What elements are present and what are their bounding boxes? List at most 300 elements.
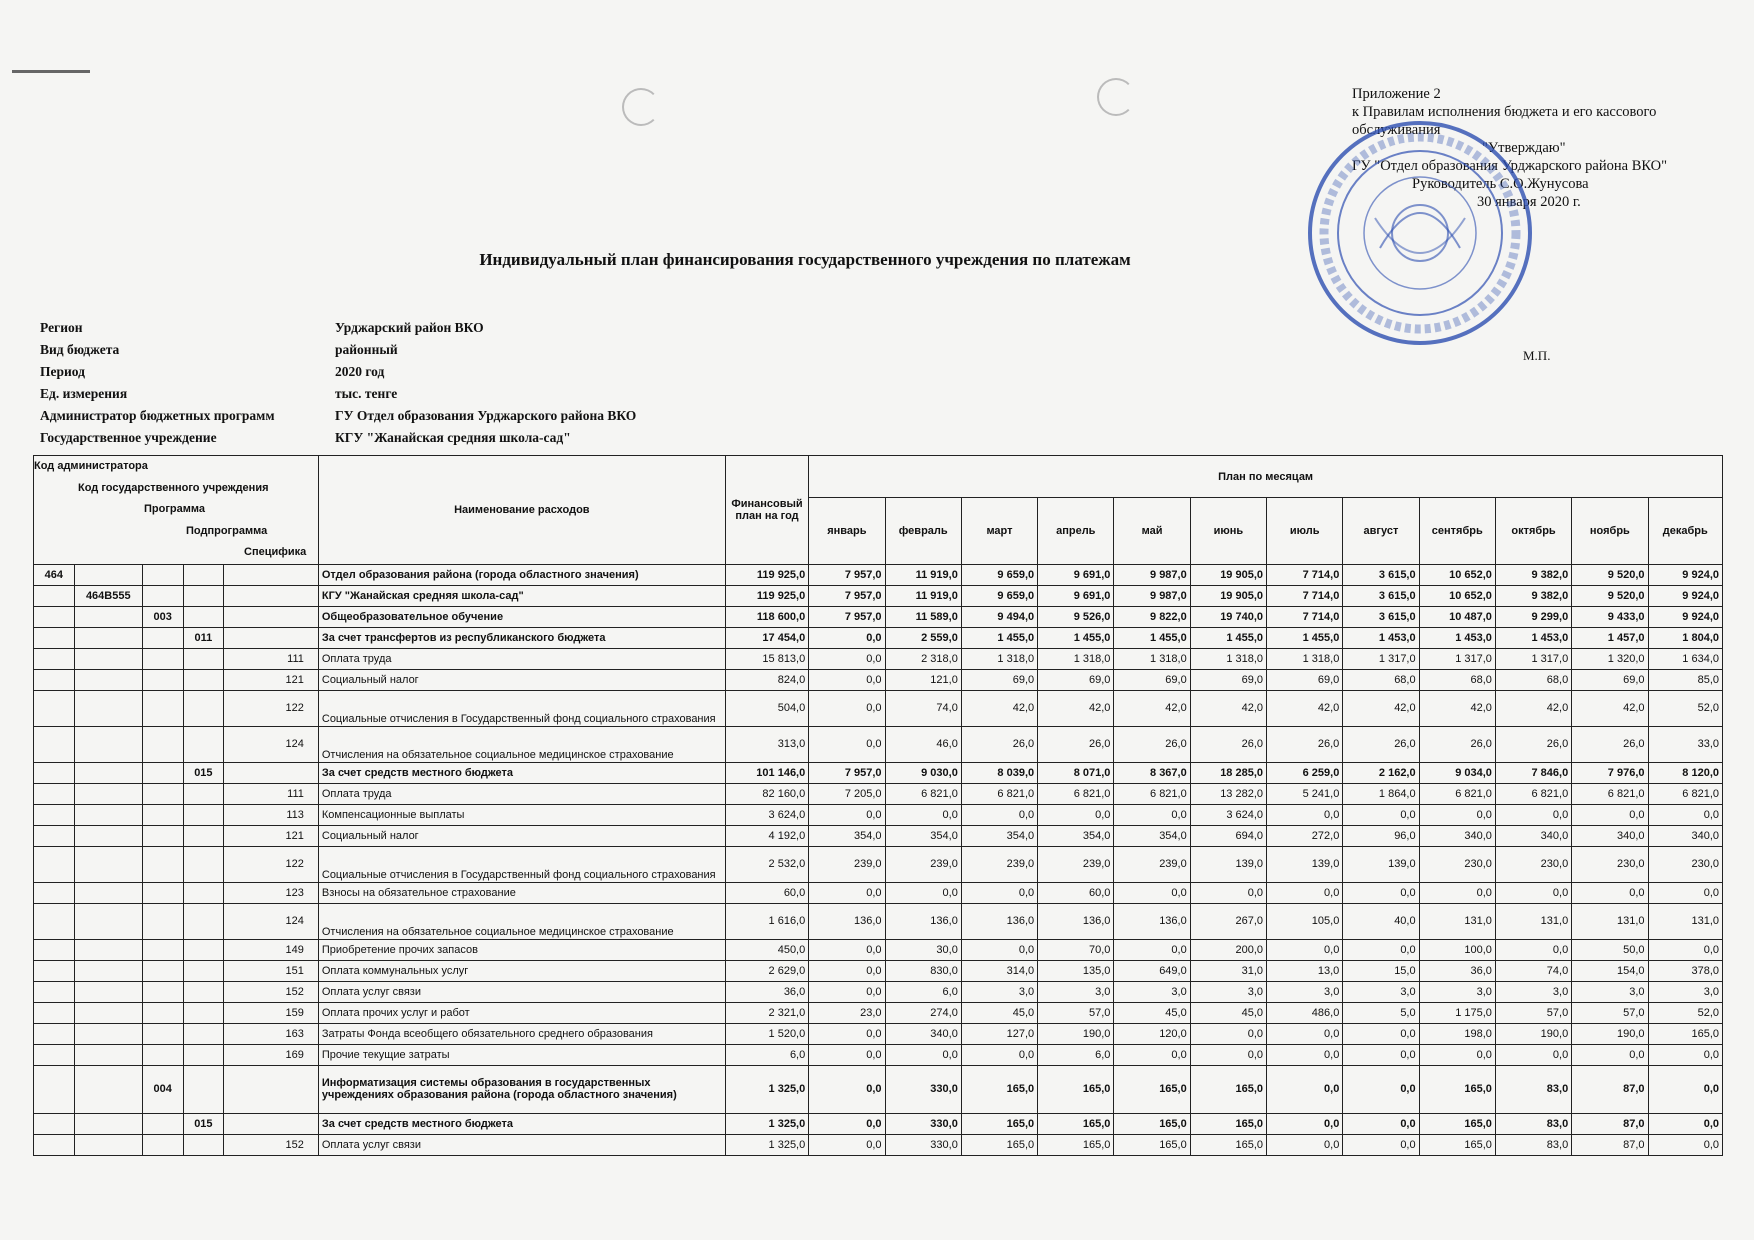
metadata-row	[40, 430, 636, 452]
annual-plan-cell: 3 624,0	[725, 804, 808, 825]
month-value-cell: 83,0	[1495, 1065, 1571, 1113]
subprogram-code-cell	[183, 606, 224, 627]
month-value-cell: 26,0	[1038, 726, 1114, 762]
admin-code-cell	[34, 783, 75, 804]
month-value-cell: 340,0	[1572, 825, 1648, 846]
program-code-cell: 003	[142, 606, 183, 627]
month-value-cell: 649,0	[1114, 960, 1190, 981]
month-value-cell: 0,0	[1114, 1044, 1190, 1065]
institution-code-cell	[74, 882, 142, 903]
month-value-cell: 1 175,0	[1419, 1002, 1495, 1023]
month-header: август	[1343, 498, 1419, 564]
month-value-cell: 105,0	[1267, 903, 1343, 939]
program-code-cell	[142, 804, 183, 825]
admin-code-cell	[34, 981, 75, 1002]
month-value-cell: 74,0	[1495, 960, 1571, 981]
specifics-code-cell	[224, 1113, 319, 1134]
institution-code-cell	[74, 960, 142, 981]
month-value-cell: 1 318,0	[1038, 648, 1114, 669]
month-value-cell: 3,0	[1419, 981, 1495, 1002]
month-header: апрель	[1038, 498, 1114, 564]
admin-code-cell	[34, 882, 75, 903]
month-value-cell: 165,0	[1038, 1113, 1114, 1134]
table-row	[34, 606, 1723, 627]
month-value-cell: 239,0	[961, 846, 1037, 882]
metadata-row	[40, 386, 636, 408]
expense-name-cell: Взносы на обязательное страхование	[318, 882, 725, 903]
specifics-code-cell	[224, 1065, 319, 1113]
month-value-cell: 0,0	[809, 882, 885, 903]
annual-plan-cell: 101 146,0	[725, 762, 808, 783]
metadata-row	[40, 408, 636, 430]
institution-code-cell	[74, 762, 142, 783]
month-value-cell: 96,0	[1343, 825, 1419, 846]
month-value-cell: 6 821,0	[1419, 783, 1495, 804]
subprogram-code-cell	[183, 846, 224, 882]
month-value-cell: 3,0	[1572, 981, 1648, 1002]
month-value-cell: 136,0	[1038, 903, 1114, 939]
month-value-cell: 354,0	[961, 825, 1037, 846]
table-row	[34, 564, 1723, 585]
institution-code-cell	[74, 726, 142, 762]
expense-name-cell: Общеобразовательное обучение	[318, 606, 725, 627]
month-value-cell: 0,0	[1267, 939, 1343, 960]
expense-name-cell: Оплата услуг связи	[318, 1134, 725, 1155]
month-value-cell: 330,0	[885, 1065, 961, 1113]
month-value-cell: 1 455,0	[961, 627, 1037, 648]
month-value-cell: 23,0	[809, 1002, 885, 1023]
month-value-cell: 7 957,0	[809, 585, 885, 606]
annual-plan-cell: 2 321,0	[725, 1002, 808, 1023]
expense-name-cell: Оплата прочих услуг и работ	[318, 1002, 725, 1023]
admin-code-cell	[34, 762, 75, 783]
month-value-cell: 267,0	[1190, 903, 1266, 939]
month-value-cell: 0,0	[961, 939, 1037, 960]
month-value-cell: 0,0	[1267, 882, 1343, 903]
month-value-cell: 2 559,0	[885, 627, 961, 648]
month-value-cell: 1 455,0	[1114, 627, 1190, 648]
month-header: март	[961, 498, 1037, 564]
appendix-rules: к Правилам исполнения бюджета и его кассового	[1352, 104, 1657, 120]
expense-name-cell: Социальные отчисления в Государственный фонд социального страхования	[318, 846, 725, 882]
institution-code-cell	[74, 669, 142, 690]
subprogram-code-cell: 015	[183, 1113, 224, 1134]
expense-name-header: Наименование расходов	[318, 456, 725, 565]
month-value-cell: 42,0	[1343, 690, 1419, 726]
month-value-cell: 154,0	[1572, 960, 1648, 981]
month-value-cell: 0,0	[1648, 882, 1723, 903]
month-header: июль	[1267, 498, 1343, 564]
month-value-cell: 0,0	[1267, 1134, 1343, 1155]
month-value-cell: 19 905,0	[1190, 564, 1266, 585]
month-value-cell: 165,0	[1114, 1065, 1190, 1113]
approver-org: ГУ "Отдел образования Урджарского района ВКО"	[1352, 158, 1668, 174]
table-row	[34, 882, 1723, 903]
month-value-cell: 26,0	[1190, 726, 1266, 762]
specifics-code-cell: 121	[224, 669, 319, 690]
month-value-cell: 42,0	[1572, 690, 1648, 726]
table-row	[34, 1065, 1723, 1113]
month-value-cell: 165,0	[1114, 1134, 1190, 1155]
annual-plan-header: Финансовый план на год	[725, 456, 808, 565]
admin-code-cell	[34, 669, 75, 690]
month-value-cell: 121,0	[885, 669, 961, 690]
month-value-cell: 0,0	[1190, 1023, 1266, 1044]
month-value-cell: 7 976,0	[1572, 762, 1648, 783]
month-value-cell: 6 821,0	[1648, 783, 1723, 804]
subprogram-code-cell	[183, 882, 224, 903]
month-value-cell: 239,0	[809, 846, 885, 882]
month-value-cell: 136,0	[809, 903, 885, 939]
month-value-cell: 1 864,0	[1343, 783, 1419, 804]
month-value-cell: 0,0	[1267, 1113, 1343, 1134]
subprogram-code-cell	[183, 783, 224, 804]
month-value-cell: 3,0	[1267, 981, 1343, 1002]
month-value-cell: 9 030,0	[885, 762, 961, 783]
month-value-cell: 8 071,0	[1038, 762, 1114, 783]
month-value-cell: 1 318,0	[961, 648, 1037, 669]
code-columns-header	[34, 456, 319, 565]
month-value-cell: 190,0	[1572, 1023, 1648, 1044]
month-value-cell: 0,0	[1419, 1044, 1495, 1065]
admin-code-cell: 464	[34, 564, 75, 585]
month-value-cell: 165,0	[1038, 1065, 1114, 1113]
month-value-cell: 340,0	[1419, 825, 1495, 846]
month-value-cell: 1 453,0	[1419, 627, 1495, 648]
institution-code-cell	[74, 783, 142, 804]
document-title: Индивидуальный план финансирования государственного учреждения по платежам	[479, 250, 1131, 269]
month-value-cell: 354,0	[885, 825, 961, 846]
program-code-cell	[142, 960, 183, 981]
month-value-cell: 3,0	[1114, 981, 1190, 1002]
metadata-label: Ед. измерения	[40, 386, 128, 401]
month-value-cell: 52,0	[1648, 1002, 1723, 1023]
month-value-cell: 3 624,0	[1190, 804, 1266, 825]
month-value-cell: 1 318,0	[1267, 648, 1343, 669]
specifics-code-cell: 163	[224, 1023, 319, 1044]
month-value-cell: 165,0	[1648, 1023, 1723, 1044]
admin-code-cell	[34, 1134, 75, 1155]
month-value-cell: 31,0	[1190, 960, 1266, 981]
table-row	[34, 939, 1723, 960]
month-value-cell: 198,0	[1419, 1023, 1495, 1044]
specifics-code-cell	[224, 585, 319, 606]
month-value-cell: 6,0	[885, 981, 961, 1002]
month-value-cell: 165,0	[1190, 1113, 1266, 1134]
financing-plan-table	[33, 455, 1723, 1156]
specifics-header: Специфика	[244, 546, 307, 558]
expense-name-cell: За счет средств местного бюджета	[318, 762, 725, 783]
month-value-cell: 11 589,0	[885, 606, 961, 627]
institution-code-cell	[74, 690, 142, 726]
month-value-cell: 9 924,0	[1648, 585, 1723, 606]
month-value-cell: 0,0	[809, 1044, 885, 1065]
month-value-cell: 0,0	[1343, 1044, 1419, 1065]
month-value-cell: 0,0	[809, 669, 885, 690]
specifics-code-cell	[224, 627, 319, 648]
month-value-cell: 9 691,0	[1038, 585, 1114, 606]
subprogram-code-cell	[183, 726, 224, 762]
month-value-cell: 127,0	[961, 1023, 1037, 1044]
month-value-cell: 69,0	[1190, 669, 1266, 690]
month-value-cell: 340,0	[1648, 825, 1723, 846]
month-value-cell: 165,0	[1114, 1113, 1190, 1134]
institution-code-cell	[74, 564, 142, 585]
month-value-cell: 6 821,0	[961, 783, 1037, 804]
month-value-cell: 165,0	[1038, 1134, 1114, 1155]
month-value-cell: 10 652,0	[1419, 564, 1495, 585]
month-value-cell: 165,0	[961, 1065, 1037, 1113]
month-value-cell: 2 162,0	[1343, 762, 1419, 783]
approval-date: 30 января 2020 г.	[1477, 194, 1581, 210]
table-row	[34, 825, 1723, 846]
month-value-cell: 6 259,0	[1267, 762, 1343, 783]
metadata-label: Государственное учреждение	[40, 430, 217, 445]
metadata-label: Вид бюджета	[40, 342, 120, 357]
month-value-cell: 1 317,0	[1495, 648, 1571, 669]
month-value-cell: 9 520,0	[1572, 585, 1648, 606]
month-value-cell: 3 615,0	[1343, 606, 1419, 627]
month-value-cell: 18 285,0	[1190, 762, 1266, 783]
table-row	[34, 1113, 1723, 1134]
month-value-cell: 69,0	[1038, 669, 1114, 690]
month-value-cell: 0,0	[1267, 1044, 1343, 1065]
month-value-cell: 0,0	[1343, 1023, 1419, 1044]
specifics-code-cell: 122	[224, 846, 319, 882]
month-value-cell: 42,0	[1495, 690, 1571, 726]
month-value-cell: 165,0	[1419, 1113, 1495, 1134]
month-value-cell: 6 821,0	[885, 783, 961, 804]
month-value-cell: 0,0	[809, 726, 885, 762]
subprogram-code-cell	[183, 564, 224, 585]
admin-code-cell	[34, 1044, 75, 1065]
program-code-cell	[142, 627, 183, 648]
subprogram-code-cell: 011	[183, 627, 224, 648]
month-value-cell: 7 957,0	[809, 564, 885, 585]
month-value-cell: 8 120,0	[1648, 762, 1723, 783]
specifics-code-cell: 151	[224, 960, 319, 981]
monthly-plan-header: План по месяцам	[809, 456, 1723, 498]
subprogram-code-cell: 015	[183, 762, 224, 783]
metadata-value: 2020 год	[335, 364, 385, 379]
specifics-code-cell: 169	[224, 1044, 319, 1065]
month-value-cell: 0,0	[1648, 1113, 1723, 1134]
table-row	[34, 1023, 1723, 1044]
month-value-cell: 3,0	[961, 981, 1037, 1002]
month-value-cell: 0,0	[961, 882, 1037, 903]
admin-code-cell	[34, 825, 75, 846]
month-value-cell: 239,0	[1038, 846, 1114, 882]
approve-label: "Утверждаю"	[1482, 140, 1566, 156]
month-header: ноябрь	[1572, 498, 1648, 564]
month-value-cell: 378,0	[1648, 960, 1723, 981]
appendix-rules-cont: обслуживания	[1352, 122, 1441, 138]
program-code-cell	[142, 762, 183, 783]
month-header: сентябрь	[1419, 498, 1495, 564]
month-value-cell: 135,0	[1038, 960, 1114, 981]
metadata-value: Урджарский район ВКО	[335, 320, 484, 335]
program-code-cell	[142, 903, 183, 939]
month-value-cell: 1 455,0	[1267, 627, 1343, 648]
month-value-cell: 3,0	[1495, 981, 1571, 1002]
institution-code-cell	[74, 648, 142, 669]
subprogram-header: Подпрограмма	[186, 524, 268, 537]
month-value-cell: 139,0	[1267, 846, 1343, 882]
month-value-cell: 42,0	[1419, 690, 1495, 726]
metadata-value: КГУ "Жанайская средняя школа-сад"	[335, 430, 571, 445]
month-value-cell: 85,0	[1648, 669, 1723, 690]
month-value-cell: 50,0	[1572, 939, 1648, 960]
month-value-cell: 30,0	[885, 939, 961, 960]
month-value-cell: 0,0	[809, 1023, 885, 1044]
month-value-cell: 0,0	[1267, 1023, 1343, 1044]
month-value-cell: 9 659,0	[961, 564, 1037, 585]
month-value-cell: 7 714,0	[1267, 585, 1343, 606]
program-code-cell	[142, 726, 183, 762]
month-value-cell: 0,0	[809, 690, 885, 726]
document-metadata	[40, 320, 636, 452]
subprogram-code-cell	[183, 1134, 224, 1155]
institution-code-cell	[74, 939, 142, 960]
admin-code-cell	[34, 1002, 75, 1023]
specifics-code-cell	[224, 762, 319, 783]
punch-hole	[1097, 78, 1135, 116]
program-code-cell	[142, 783, 183, 804]
table-row	[34, 585, 1723, 606]
month-value-cell: 0,0	[1648, 804, 1723, 825]
admin-code-cell	[34, 690, 75, 726]
program-code-cell	[142, 585, 183, 606]
subprogram-code-cell	[183, 903, 224, 939]
month-value-cell: 45,0	[1114, 1002, 1190, 1023]
month-value-cell: 69,0	[961, 669, 1037, 690]
month-value-cell: 340,0	[885, 1023, 961, 1044]
month-value-cell: 3 615,0	[1343, 564, 1419, 585]
month-header: февраль	[885, 498, 961, 564]
expense-name-cell: Отчисления на обязательное социальное медицинское страхование	[318, 903, 725, 939]
month-value-cell: 0,0	[809, 1134, 885, 1155]
specifics-code-cell: 111	[224, 783, 319, 804]
specifics-code-cell: 149	[224, 939, 319, 960]
annual-plan-cell: 4 192,0	[725, 825, 808, 846]
month-value-cell: 0,0	[1495, 882, 1571, 903]
program-code-cell	[142, 648, 183, 669]
stamp-place-label: М.П.	[1523, 348, 1551, 363]
annual-plan-cell: 17 454,0	[725, 627, 808, 648]
month-value-cell: 131,0	[1648, 903, 1723, 939]
admin-code-header: Код администратора	[34, 460, 148, 472]
month-value-cell: 42,0	[1114, 690, 1190, 726]
table-row	[34, 981, 1723, 1002]
month-value-cell: 57,0	[1572, 1002, 1648, 1023]
subprogram-code-cell	[183, 1002, 224, 1023]
institution-code-cell	[74, 825, 142, 846]
expense-name-cell: Социальный налог	[318, 825, 725, 846]
table-row	[34, 903, 1723, 939]
expense-name-cell: Оплата труда	[318, 783, 725, 804]
annual-plan-cell: 450,0	[725, 939, 808, 960]
month-value-cell: 1 455,0	[1038, 627, 1114, 648]
month-header: июнь	[1190, 498, 1266, 564]
subprogram-code-cell	[183, 981, 224, 1002]
metadata-value: тыс. тенге	[335, 386, 398, 401]
month-value-cell: 190,0	[1495, 1023, 1571, 1044]
month-header: январь	[809, 498, 885, 564]
expense-name-cell: Отчисления на обязательное социальное медицинское страхование	[318, 726, 725, 762]
subprogram-code-cell	[183, 1023, 224, 1044]
month-value-cell: 0,0	[809, 960, 885, 981]
month-value-cell: 8 367,0	[1114, 762, 1190, 783]
month-value-cell: 0,0	[809, 939, 885, 960]
month-value-cell: 165,0	[961, 1113, 1037, 1134]
annual-plan-cell: 1 616,0	[725, 903, 808, 939]
subprogram-code-cell	[183, 648, 224, 669]
month-value-cell: 42,0	[1038, 690, 1114, 726]
month-value-cell: 0,0	[809, 804, 885, 825]
table-row	[34, 726, 1723, 762]
month-value-cell: 69,0	[1267, 669, 1343, 690]
specifics-code-cell: 113	[224, 804, 319, 825]
table-row	[34, 1044, 1723, 1065]
annual-plan-cell: 119 925,0	[725, 585, 808, 606]
month-value-cell: 68,0	[1419, 669, 1495, 690]
metadata-value: районный	[335, 342, 398, 357]
annual-plan-cell: 15 813,0	[725, 648, 808, 669]
month-value-cell: 131,0	[1495, 903, 1571, 939]
admin-code-cell	[34, 1065, 75, 1113]
program-code-cell	[142, 825, 183, 846]
month-value-cell: 5 241,0	[1267, 783, 1343, 804]
month-value-cell: 165,0	[1419, 1134, 1495, 1155]
table-row	[34, 762, 1723, 783]
expense-name-cell: Приобретение прочих запасов	[318, 939, 725, 960]
month-value-cell: 0,0	[1572, 804, 1648, 825]
month-value-cell: 1 457,0	[1572, 627, 1648, 648]
program-code-cell	[142, 1002, 183, 1023]
month-value-cell: 87,0	[1572, 1134, 1648, 1155]
month-value-cell: 0,0	[1114, 939, 1190, 960]
month-value-cell: 7 846,0	[1495, 762, 1571, 783]
expense-name-cell: Социальные отчисления в Государственный фонд социального страхования	[318, 690, 725, 726]
month-value-cell: 0,0	[1114, 804, 1190, 825]
month-value-cell: 3,0	[1343, 981, 1419, 1002]
punch-hole	[622, 88, 660, 126]
annual-plan-cell: 1 325,0	[725, 1065, 808, 1113]
institution-code-cell	[74, 1023, 142, 1044]
month-value-cell: 3,0	[1038, 981, 1114, 1002]
month-value-cell: 139,0	[1190, 846, 1266, 882]
month-value-cell: 26,0	[1419, 726, 1495, 762]
table-row	[34, 804, 1723, 825]
annual-plan-cell: 2 629,0	[725, 960, 808, 981]
admin-code-cell	[34, 1023, 75, 1044]
month-value-cell: 42,0	[1267, 690, 1343, 726]
month-value-cell: 0,0	[809, 981, 885, 1002]
subprogram-code-cell	[183, 825, 224, 846]
month-value-cell: 694,0	[1190, 825, 1266, 846]
month-value-cell: 42,0	[1190, 690, 1266, 726]
approver-name: Руководитель С.О.Жунусова	[1412, 176, 1589, 192]
month-value-cell: 26,0	[1343, 726, 1419, 762]
annual-plan-cell: 1 325,0	[725, 1113, 808, 1134]
month-value-cell: 42,0	[961, 690, 1037, 726]
month-value-cell: 330,0	[885, 1113, 961, 1134]
specifics-code-cell	[224, 564, 319, 585]
institution-code-cell	[74, 1134, 142, 1155]
table-row	[34, 690, 1723, 726]
annual-plan-cell: 82 160,0	[725, 783, 808, 804]
month-value-cell: 0,0	[809, 627, 885, 648]
